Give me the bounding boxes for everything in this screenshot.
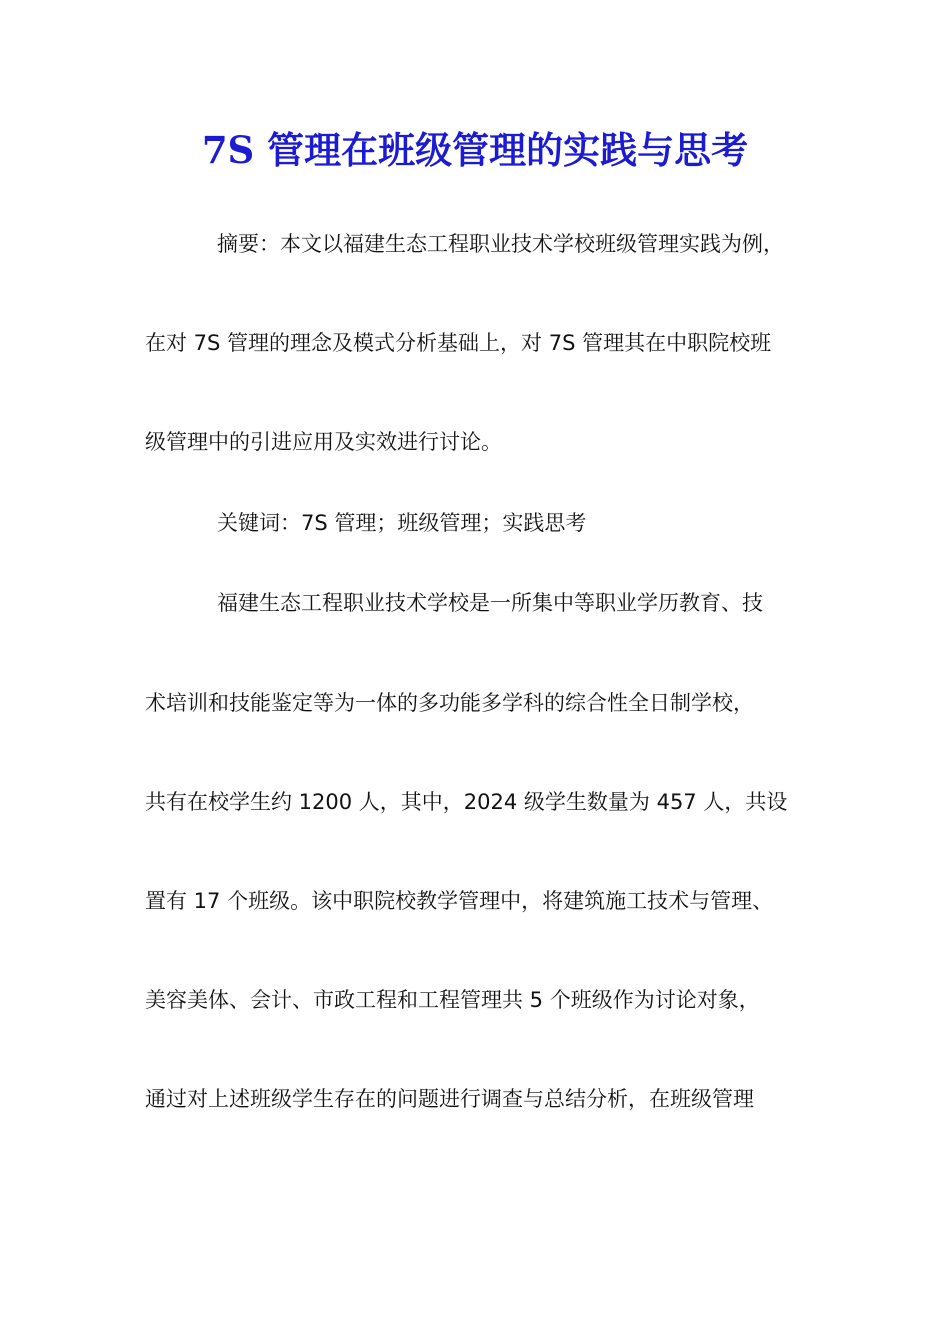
body-line-1: 福建生态工程职业技术学校是一所集中等职业学历教育、技	[217, 591, 763, 615]
body-line-6: 通过对上述班级学生存在的问题进行调查与总结分析，在班级管理	[145, 1087, 754, 1111]
body-line-2: 术培训和技能鉴定等为一体的多功能多学科的综合性全日制学校，	[145, 691, 754, 715]
abstract-line-2: 在对 7S 管理的理念及模式分析基础上，对 7S 管理其在中职院校班	[145, 331, 772, 355]
abstract-line-3: 级管理中的引进应用及实效进行讨论。	[145, 430, 502, 454]
body-line-3: 共有在校学生约 1200 人，其中，2024 级学生数量为 457 人，共设	[145, 790, 788, 814]
body-line-5: 美容美体、会计、市政工程和工程管理共 5 个班级作为讨论对象，	[145, 988, 760, 1012]
body-line-4: 置有 17 个班级。该中职院校教学管理中，将建筑施工技术与管理、	[145, 889, 774, 913]
abstract-line-1: 摘要：本文以福建生态工程职业技术学校班级管理实践为例，	[217, 232, 784, 256]
keywords-line: 关键词：7S 管理；班级管理；实践思考	[217, 511, 587, 535]
document-title: 7S 管理在班级管理的实践与思考	[201, 128, 749, 172]
